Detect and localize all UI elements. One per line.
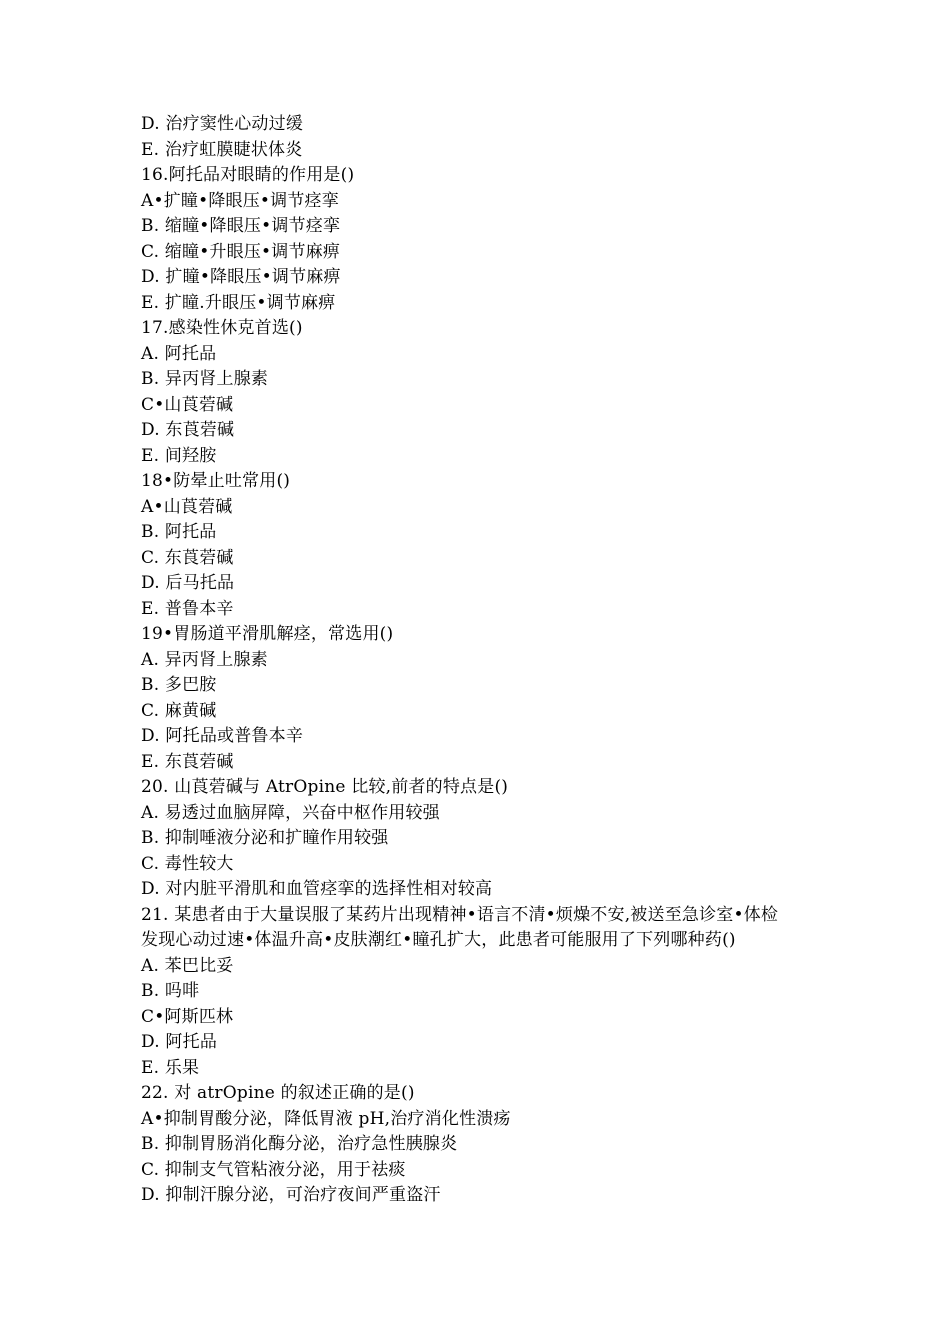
option-line: D. 扩瞳•降眼压•调节麻痹: [141, 267, 341, 287]
question-19: 19•胃肠道平滑肌解痉，常选用(): [141, 624, 394, 644]
option-line: D. 阿托品: [141, 1032, 218, 1052]
option-line: A. 苯巴比妥: [141, 955, 234, 976]
option-line: B. 抑制胃肠消化酶分泌，治疗急性胰腺炎: [141, 1134, 458, 1154]
question-21: 21. 某患者由于大量误服了某药片出现精神•语言不清•烦燥不安,被送至急诊室•体检: [141, 904, 779, 925]
option-line: C. 毒性较大: [141, 853, 234, 874]
option-line: C•山莨菪碱: [141, 394, 234, 415]
option-line: C. 麻黄碱: [141, 700, 217, 721]
option-line: D. 后马托品: [141, 573, 235, 593]
option-line: B. 多巴胺: [141, 675, 217, 695]
option-line: D. 阿托品或普鲁本辛: [141, 726, 304, 746]
option-line: B. 阿托品: [141, 522, 217, 542]
option-line: E. 普鲁本辛: [141, 598, 234, 619]
question-17: 17.感染性休克首选(): [141, 318, 303, 338]
option-line: A•抑制胃酸分泌，降低胃液 pH,治疗消化性溃疡: [141, 1108, 511, 1129]
option-line: A•扩瞳•降眼压•调节痉挛: [141, 190, 339, 211]
option-line: A•山莨菪碱: [141, 496, 233, 517]
question-22: 22. 对 atrOpine 的叙述正确的是(): [141, 1083, 415, 1103]
question-16: 16.阿托品对眼睛的作用是(): [141, 165, 355, 185]
option-line: C. 抑制支气管粘液分泌，用于祛痰: [141, 1159, 406, 1180]
option-line: B. 异丙肾上腺素: [141, 369, 269, 389]
option-line: B. 抑制唾液分泌和扩瞳作用较强: [141, 828, 389, 848]
option-line: E. 乐果: [141, 1057, 200, 1078]
question-18: 18•防晕止吐常用(): [141, 471, 291, 491]
option-line: A. 阿托品: [141, 343, 217, 364]
option-line: A. 易透过血脑屏障，兴奋中枢作用较强: [141, 802, 440, 823]
option-line: E. 间羟胺: [141, 445, 217, 466]
option-line: E. 东莨菪碱: [141, 751, 234, 772]
option-line: D. 东莨菪碱: [141, 420, 235, 440]
question-21-continued: 发现心动过速•体温升高•皮肤潮红•瞳孔扩大，此患者可能服用了下列哪种药(): [141, 930, 736, 950]
question-text-block: [141, 112, 821, 1209]
option-line: E. 扩瞳.升眼压•调节麻痹: [141, 292, 336, 313]
option-line: D. 对内脏平滑肌和血管痉挛的选择性相对较高: [141, 879, 493, 899]
question-20: 20. 山莨菪碱与 AtrOpine 比较,前者的特点是(): [141, 777, 509, 797]
option-line: A. 异丙肾上腺素: [141, 649, 268, 670]
option-line: B. 缩瞳•降眼压•调节痉挛: [141, 216, 341, 236]
option-line: C. 缩瞳•升眼压•调节麻痹: [141, 241, 341, 262]
text-line: E. 治疗虹膜睫状体炎: [141, 139, 303, 160]
text-line: D. 治疗窦性心动过缓: [141, 114, 304, 134]
option-line: C•阿斯匹林: [141, 1006, 234, 1027]
option-line: B. 吗啡: [141, 981, 200, 1001]
option-line: C. 东莨菪碱: [141, 547, 234, 568]
option-line: D. 抑制汗腺分泌，可治疗夜间严重盗汗: [141, 1185, 441, 1205]
